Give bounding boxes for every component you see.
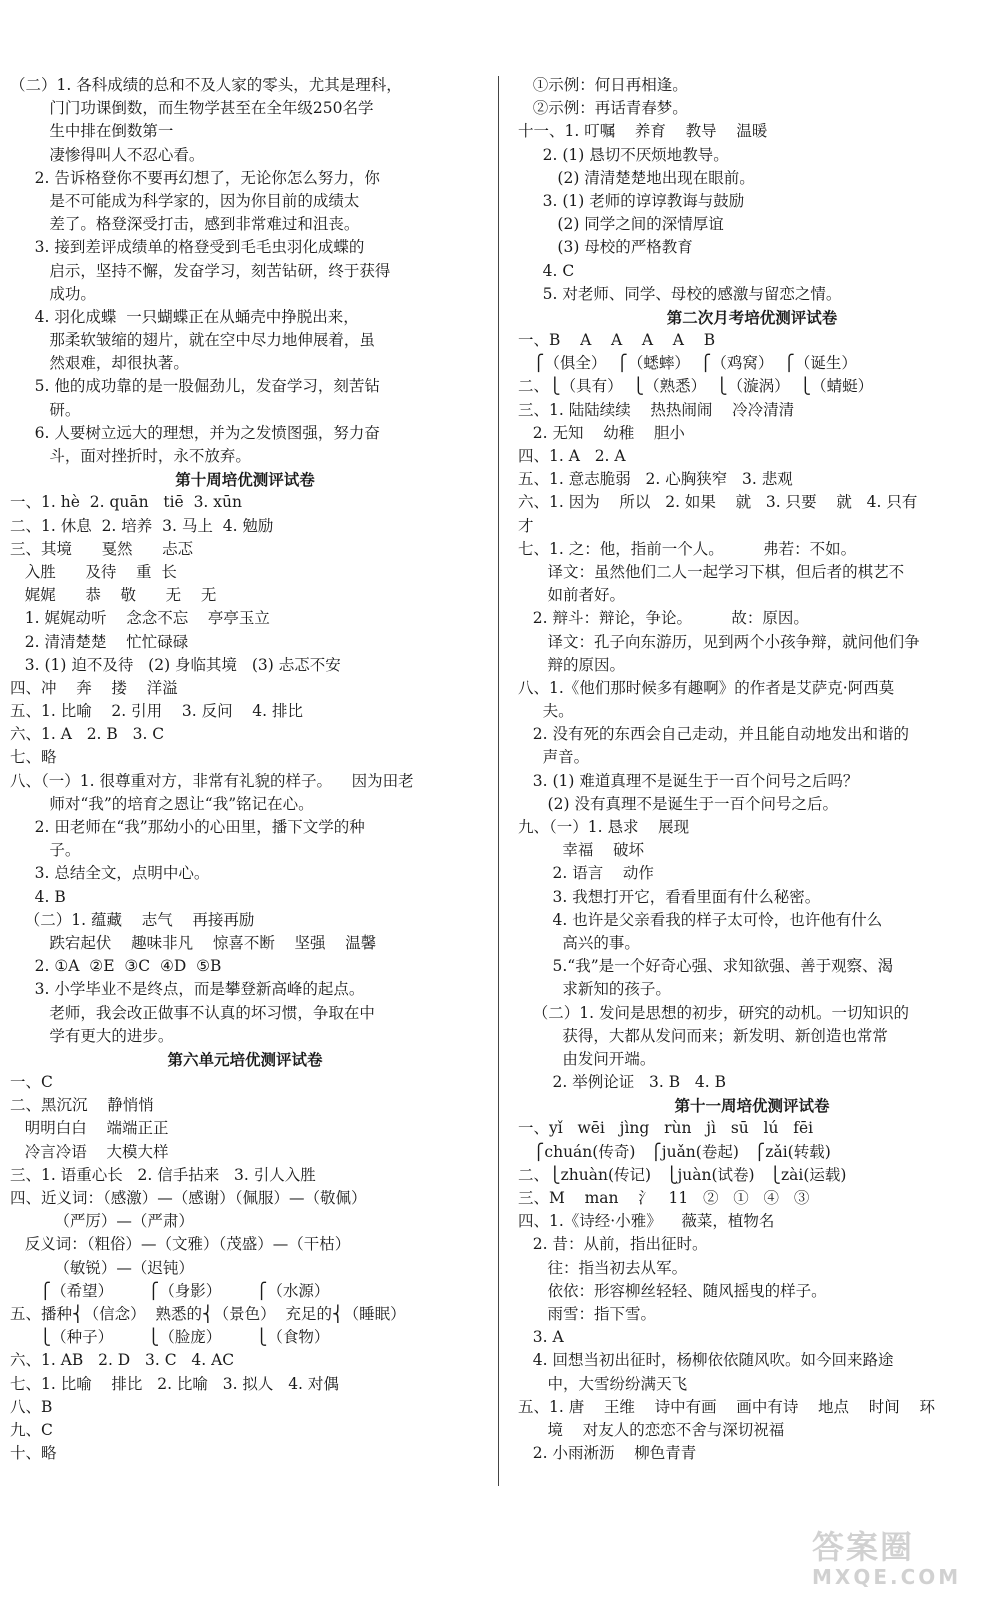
left-column-line: 四、近义词：（感激）—（感谢）（佩服）—（敬佩） — [10, 1189, 367, 1207]
left-column-line: 入胜 及待 重 长 — [10, 562, 177, 581]
right-column-line: 2. 小雨淅沥 柳色青青 — [518, 1444, 697, 1463]
left-column-line: ⎧（希望） ⎧（身影） ⎧（水源） — [10, 1281, 330, 1300]
left-column-line: 八、（一）1. 很尊重对方，非常有礼貌的样子。 因为田老 — [10, 771, 414, 790]
left-column-line: 成功。 — [10, 284, 96, 303]
left-column-line: 启示，坚持不懈，发奋学习，刻苦钻研，终于获得 — [10, 261, 391, 280]
right-column-line: 四、1. A 2. A — [518, 447, 626, 465]
right-column-line: 雨雪：指下雪。 — [518, 1304, 657, 1323]
right-column-line: 5.“我”是一个好奇心强、求知欲强、善于观察、渴 — [518, 957, 894, 976]
section-title: 第十一周培优测评试卷 — [674, 1096, 830, 1116]
left-column-line: 是不可能成为科学家的，因为你目前的成绩太 — [10, 191, 360, 210]
left-column-line: 子。 — [10, 841, 81, 860]
right-column-line: 2. (1) 恳切不厌烦地教导。 — [518, 145, 729, 164]
right-column-line: 三、1. 陆陆续续 热热闹闹 冷冷清清 — [518, 400, 795, 419]
left-column-line: 学有更大的进步。 — [10, 1026, 174, 1045]
left-column-line: 明明白白 端端正正 — [10, 1119, 169, 1138]
left-column-line: 六、1. A 2. B 3. C — [10, 725, 165, 744]
right-column-line: (3) 母校的严格教育 — [518, 238, 693, 257]
right-column-line: 一、B A A A A B — [518, 331, 716, 350]
left-column-line: 师对“我”的培育之恩让“我”铭记在心。 — [10, 794, 314, 813]
right-column-line: 二、⎩（具有） ⎩（熟悉） ⎩（漩涡） ⎩（蜻蜓） — [518, 377, 874, 396]
left-column-line: 然艰难，却很执著。 — [10, 354, 189, 373]
section-title: 第二次月考培优测评试卷 — [666, 307, 838, 327]
right-column-line: (2) 同学之间的深情厚谊 — [518, 215, 724, 234]
left-column-line: 五、1. 比喻 2. 引用 3. 反问 4. 排比 — [10, 702, 303, 721]
left-column-line: 2. ①A ②E ③C ④D ⑤B — [10, 957, 222, 976]
left-column-line: 冷言冷语 大模大样 — [10, 1142, 169, 1161]
left-column-line: （二）1. 各科成绩的总和不及人家的零头，尤其是理科， — [10, 76, 402, 94]
left-column-line: （二）1. 蕴藏 志气 再接再励 — [10, 910, 255, 929]
right-column-line: 3. (1) 老师的谆谆教诲与鼓励 — [518, 191, 745, 210]
right-column-line: 获得，大都从发问而来；新发明、新创造也常常 — [518, 1026, 888, 1045]
left-column-line: 3. 小学毕业不是终点，而是攀登新高峰的起点。 — [10, 980, 365, 999]
watermark-logo — [812, 1528, 980, 1590]
right-column-line: ⎧（俱全） ⎧（蟋蟀） ⎧（鸡窝） ⎧（诞生） — [518, 354, 857, 373]
left-column-line: 2. 田老师在“我”那幼小的心田里，播下文学的种 — [10, 818, 365, 836]
right-column-line: 4. 也许是父亲看我的样子太可怜，也许他有什么 — [518, 910, 883, 929]
left-column-line: 4. B — [10, 887, 66, 906]
left-column-line: （严厉）—（严肃） — [10, 1212, 194, 1231]
right-column-line: 高兴的事。 — [518, 933, 640, 952]
left-column-line: 二、黑沉沉 静悄悄 — [10, 1096, 154, 1115]
column-divider — [498, 76, 499, 1486]
right-column-line: 九、（一）1. 恳求 展现 — [518, 818, 690, 836]
right-column-line: 2. 无知 幼稚 胆小 — [518, 423, 685, 442]
left-column-line: 斗，面对挫折时，永不放弃。 — [10, 447, 251, 465]
right-column-line: 四、1.《诗经·小雅》 薇菜，植物名 — [518, 1212, 775, 1231]
left-column-line: 二、1. 休息 2. 培养 3. 马上 4. 勉励 — [10, 516, 274, 535]
right-column-line: 由发问开端。 — [518, 1049, 656, 1068]
right-column-line: （二）1. 发问是思想的初步，研究的动机。一切知识的 — [518, 1003, 909, 1022]
left-column-line: 研。 — [10, 400, 81, 419]
right-column-line: 辩的原因。 — [518, 655, 626, 674]
left-column-line: 3. 接到差评成绩单的格登受到毛毛虫羽化成蝶的 — [10, 238, 365, 257]
right-column-line: 2. 语言 动作 — [518, 864, 654, 883]
right-column-line: 2. 没有死的东西会自己走动，并且能自动地发出和谐的 — [518, 725, 909, 744]
right-column-line: 3. (1) 难道真理不是诞生于一百个问号之后吗？ — [518, 771, 859, 790]
left-column-line: 七、略 — [10, 748, 57, 767]
watermark-main-text: 答案圈 — [812, 1528, 915, 1566]
right-column-line: 五、1. 意志脆弱 2. 心胸狭窄 3. 悲观 — [518, 470, 793, 489]
right-column-line: 3. 我想打开它，看看里面有什么秘密。 — [518, 887, 821, 906]
right-column-line: 中，大雪纷纷满天飞 — [518, 1374, 688, 1393]
left-column-line: 五、播种⎨（信念） 熟悉的⎨（景色） 充足的⎨（睡眠） — [10, 1304, 406, 1323]
right-column-line: ②示例：再话青春梦。 — [518, 99, 688, 118]
right-column-line: 译文：孔子向东游历，见到两个小孩争辩，就问他们争 — [518, 632, 920, 651]
right-column-line: 2. 辩斗：辩论，争论。 故：原因。 — [518, 609, 809, 628]
right-column-line: 八、1.《他们那时候多有趣啊》的作者是艾萨克·阿西莫 — [518, 678, 895, 697]
right-column-line: 幸福 破坏 — [518, 841, 645, 860]
right-column-line: 声音。 — [518, 748, 590, 767]
right-column-line: 才 — [518, 516, 534, 535]
right-column-line: (2) 清清楚楚地出现在眼前。 — [518, 168, 755, 187]
right-column-line: 5. 对老师、同学、母校的感激与留恋之情。 — [518, 284, 842, 303]
left-column-line: 6. 人要树立远大的理想，并为之发愤图强，努力奋 — [10, 423, 380, 442]
left-column-line: 反义词：（粗俗）—（文雅）（茂盛）—（干枯） — [10, 1235, 351, 1254]
left-column-line: 八、B — [10, 1397, 53, 1416]
right-column-line: 一、yǐ wēi jìng rùn jì sū lú fēi — [518, 1119, 814, 1138]
left-column-line: 一、1. hè 2. quān tiē 3. xūn — [10, 493, 242, 512]
right-column-line: 夫。 — [518, 702, 574, 721]
left-column-line: 四、冲 奔 搂 洋溢 — [10, 678, 178, 697]
right-column-line: ⎧chuán(传奇) ⎧juǎn(卷起) ⎧zǎi(转载) — [518, 1142, 831, 1161]
left-column-line: 一、C — [10, 1073, 53, 1092]
left-column-line: 5. 他的成功靠的是一股倔劲儿，发奋学习，刻苦钻 — [10, 377, 380, 396]
right-column-line: 五、1. 唐 王维 诗中有画 画中有诗 地点 时间 环 — [518, 1397, 935, 1416]
left-column-line: 娓娓 恭 敬 无 无 — [10, 586, 217, 605]
right-column-line: 三、M man 氵 11 ② ① ④ ③ — [518, 1189, 810, 1207]
left-column-line: 三、其境 戛然 忐忑 — [10, 539, 194, 558]
left-column-line: 十、略 — [10, 1444, 57, 1463]
right-column-line: 2. 昔：从前，指出征时。 — [518, 1235, 708, 1254]
left-column-line: ⎩（种子） ⎩（脸庞） ⎩（食物） — [10, 1328, 330, 1347]
section-title: 第六单元培优测评试卷 — [167, 1049, 323, 1069]
right-column-line: (2) 没有真理不是诞生于一百个问号之后。 — [518, 794, 838, 813]
section-title: 第十周培优测评试卷 — [175, 470, 315, 490]
left-column-line: 那柔软皱缩的翅片，就在空中尽力地伸展着，虽 — [10, 331, 375, 350]
right-column-line: ①示例：何日再相逢。 — [518, 76, 688, 94]
right-column-line: 二、⎩zhuàn(传记) ⎩juàn(试卷) ⎩zài(运载) — [518, 1165, 847, 1184]
right-column-line: 2. 举例论证 3. B 4. B — [518, 1073, 726, 1092]
left-column-line: 跌宕起伏 趣味非凡 惊喜不断 坚强 温馨 — [10, 933, 377, 952]
right-column-line: 4. 回想当初出征时，杨柳依依随风吹。如今回来路途 — [518, 1351, 894, 1370]
right-column-line: 境 对友人的恋恋不舍与深切祝福 — [518, 1420, 785, 1439]
right-column-line: 4. C — [518, 261, 575, 280]
left-column-line: 生中排在倒数第一 — [10, 122, 174, 141]
left-column-line: 差了。格登深受打击，感到非常难过和沮丧。 — [10, 215, 360, 234]
left-column — [10, 74, 480, 1465]
right-column-line: 七、1. 之：他，指前一个人。 弗若：不如。 — [518, 539, 857, 558]
right-column — [518, 74, 986, 1465]
left-column-line: 九、C — [10, 1420, 53, 1439]
left-column-line: 3. 总结全文，点明中心。 — [10, 864, 210, 883]
left-column-line: 门门功课倒数，而生物学甚至在全年级250名学 — [10, 99, 374, 118]
left-column-line: 凄惨得叫人不忍心看。 — [10, 145, 205, 164]
right-column-line: 十一、1. 叮嘱 养育 教导 温暖 — [518, 122, 768, 141]
right-column-line: 依依：形容柳丝轻轻、随风摇曳的样子。 — [518, 1281, 827, 1300]
right-column-line: 3. A — [518, 1328, 564, 1347]
watermark-sub-text: MXQE.COM — [812, 1565, 962, 1589]
right-column-line: 六、1. 因为 所以 2. 如果 就 3. 只要 就 4. 只有 — [518, 493, 918, 512]
left-column-line: 七、1. 比喻 排比 2. 比喻 3. 拟人 4. 对偶 — [10, 1374, 339, 1393]
right-column-line: 往：指当初去从军。 — [518, 1258, 688, 1277]
left-column-line: 3. (1) 迫不及待 (2) 身临其境 (3) 忐忑不安 — [10, 655, 341, 674]
right-column-line: 求新知的孩子。 — [518, 980, 671, 999]
right-column-line: 译文：虽然他们二人一起学习下棋，但后者的棋艺不 — [518, 562, 905, 581]
left-column-line: 4. 羽化成蝶 一只蝴蝶正在从蛹壳中挣脱出来， — [10, 307, 359, 326]
left-column-line: （敏锐）—（迟钝） — [10, 1258, 194, 1277]
left-column-line: 六、1. AB 2. D 3. C 4. AC — [10, 1351, 235, 1370]
left-column-line: 三、1. 语重心长 2. 信手拈来 3. 引人入胜 — [10, 1165, 316, 1184]
right-column-line: 如前者好。 — [518, 586, 626, 605]
left-column-line: 2. 告诉格登你不要再幻想了，无论你怎么努力，你 — [10, 168, 380, 187]
left-column-line: 老师，我会改正做事不认真的坏习惯，争取在中 — [10, 1003, 375, 1022]
left-column-line: 1. 娓娓动听 念念不忘 亭亭玉立 — [10, 609, 270, 628]
left-column-line: 2. 清清楚楚 忙忙碌碌 — [10, 632, 189, 651]
